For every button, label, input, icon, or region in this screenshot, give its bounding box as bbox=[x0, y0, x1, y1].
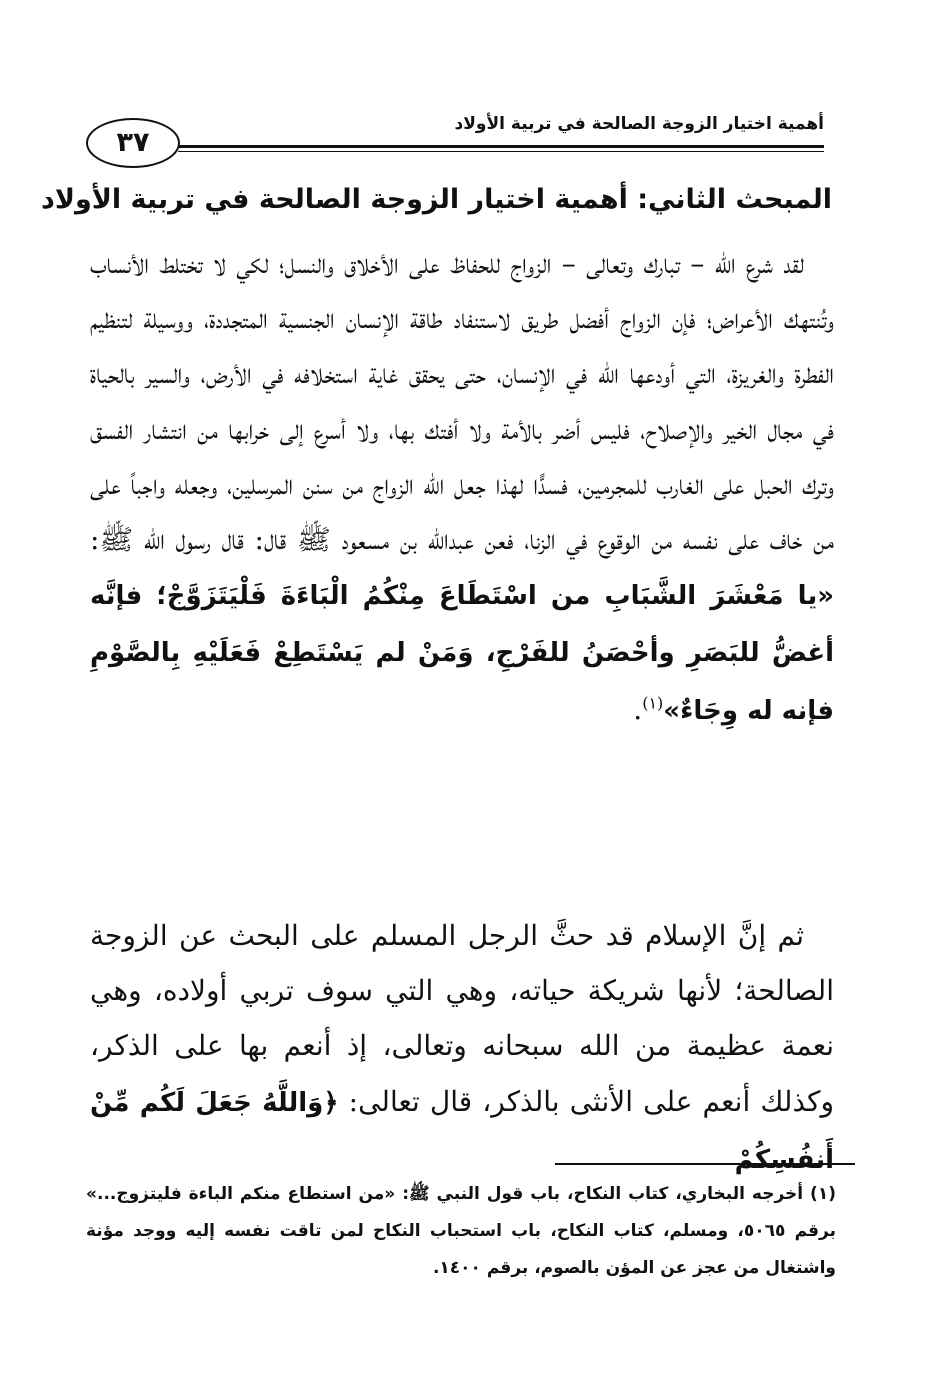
section-heading: المبحث الثاني: أهمية اختيار الزوجة الصالحة في تربية الأولاد bbox=[41, 184, 832, 215]
footnote: (١) أخرجه البخاري، كتاب النكاح، باب قول النبي ﷺ: «من استطاع منكم الباءة فليتزوج...» برقم ٥٠٦٥، ومسلم، كتاب النكاح، باب استحباب النكاح لمن تاقت نفسه إليه ووجد مؤنة واشتغال من عجز عن المؤن بالصوم، برقم ١٤٠٠. bbox=[86, 1184, 836, 1278]
running-header bbox=[86, 112, 824, 176]
paragraph-1 bbox=[90, 236, 834, 739]
footnote-reference[interactable]: (١) bbox=[642, 693, 664, 713]
paragraph-2-text: ثم إنَّ الإسلام قد حثَّ الرجل المسلم على البحث عن الزوجة الصالحة؛ لأنها شريكة حياته، وهي التي سوف تربي أولاده، وهي نعمة عظيمة من الله سبحانه وتعالى، إذ أنعم بها على الذكر، وكذلك أنعم على الأنثى بالذكر، قال تعالى: bbox=[90, 919, 834, 1118]
footnote-separator bbox=[555, 1163, 855, 1165]
hadith-quote: «يا مَعْشَرَ الشَّبَابِ من اسْتَطَاعَ مِنْكُمُ الْبَاءَةَ فَلْيَتَزَوَّجْ؛ فإنَّه أغضُّ للبَصَرِ وأحْصَنُ للفَرْجِ، وَمَنْ لم يَسْتَطِعْ فَعَلَيْهِ بِالصَّوْمِ فإنه له وِجَاءٌ» bbox=[90, 581, 834, 726]
page-number: ٣٧ bbox=[86, 118, 180, 168]
quran-verse: ﴿وَاللَّهُ جَعَلَ لَكُم مِّنْ أَنفُسِكُمْ bbox=[90, 1087, 834, 1175]
paragraph-2 bbox=[90, 908, 834, 1188]
paragraph-1-ending: . bbox=[633, 692, 643, 726]
header-double-rule bbox=[178, 145, 824, 152]
paragraph-1-text: لقد شرع الله – تبارك وتعالى – الزواج للحفاظ على الأخلاق والنسل؛ لكي لا تختلط الأنساب وتُنتهك الأعراض؛ فإن الزواج أفضل طريق لاستنفاد طاقة الإنسان الجنسية المتجددة، ووسيلة لتنظيم الفطرة والغريزة، التي أودعها الله في الإنسان، حتى يحقق غاية استخلافه في الأرض، والسير بالحياة في مجال الخير والإصلاح، فليس أضر بالأمة ولا أفتك بها، ولا أسرع إلى خرابها من انتشار الفسق وترك الحبل على الغارب للمجرمين، فسدًّا لهذا جعل الله الزواج من سنن المرسلين، وجعله واجباً على من خاف على نفسه من الوقوع في الزنا، فعن عبدالله بن مسعود ﷺ قال: قال رسول الله ﷺ: bbox=[90, 247, 834, 557]
running-title: أهمية اختيار الزوجة الصالحة في تربية الأولاد bbox=[454, 114, 824, 134]
